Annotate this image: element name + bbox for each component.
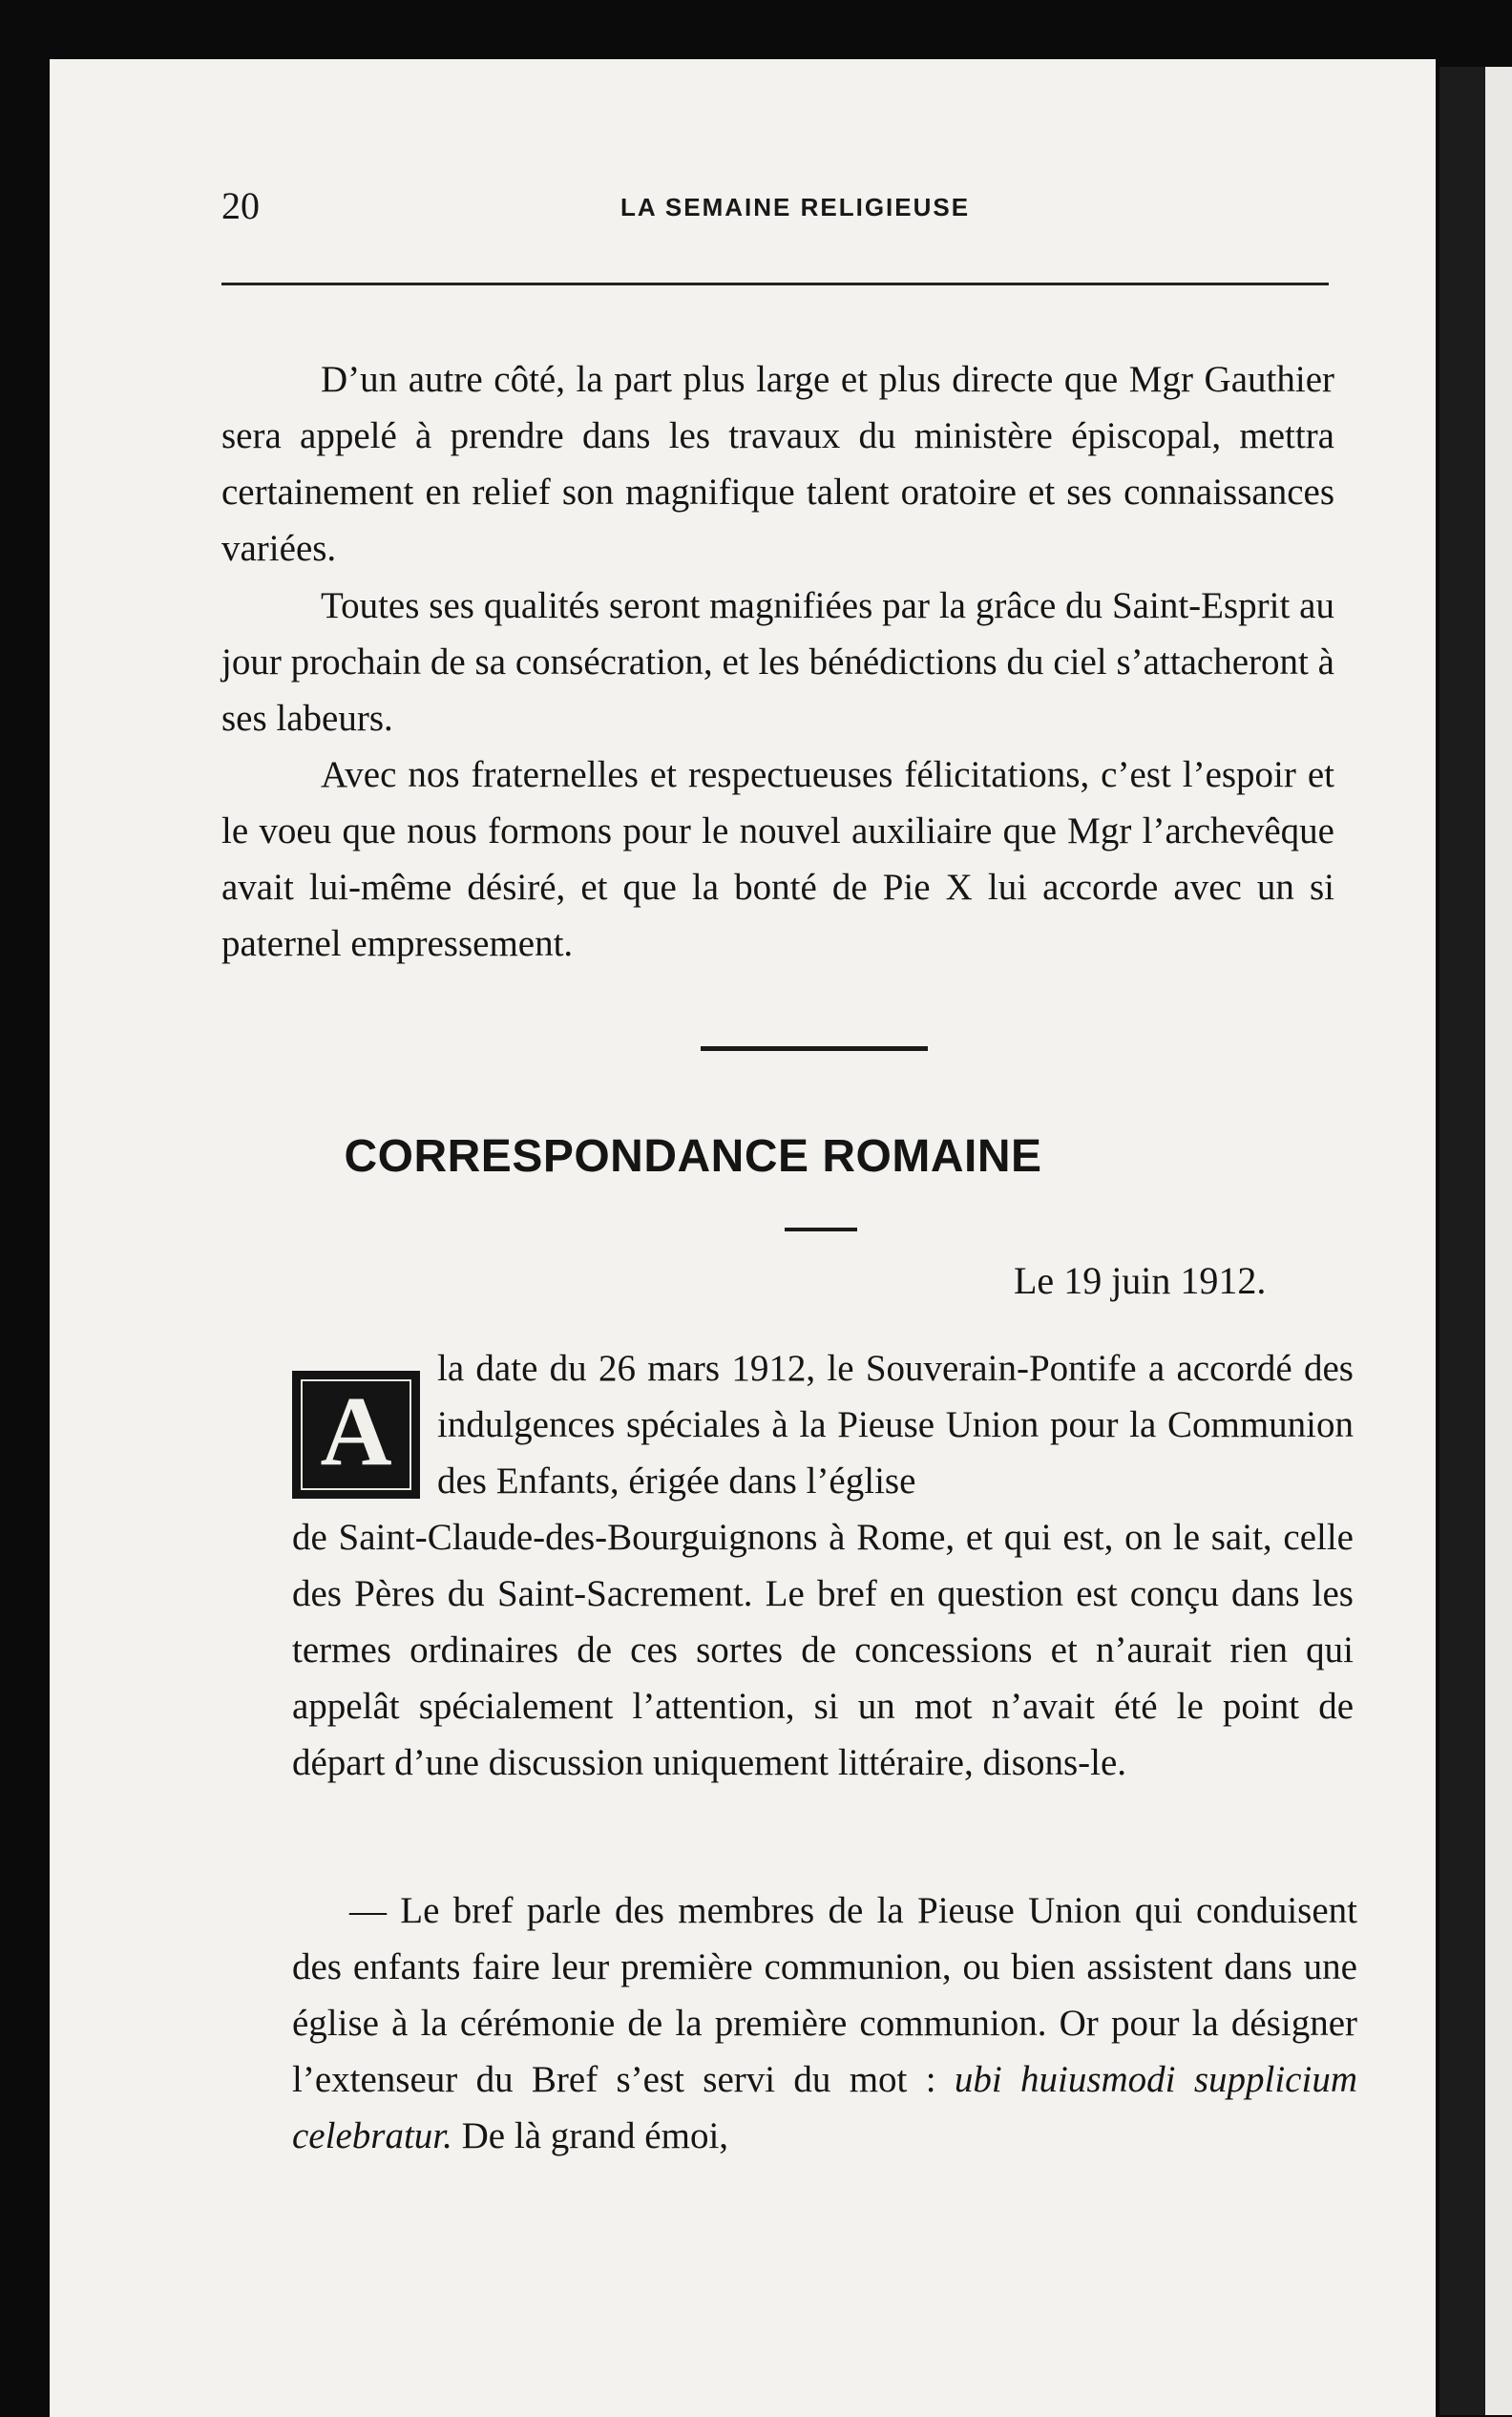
running-title: LA SEMAINE RELIGIEUSE	[620, 193, 971, 221]
section-separator	[701, 1046, 928, 1051]
adjacent-page-edge	[1485, 67, 1512, 2415]
dropcap-ornament	[292, 1371, 420, 1499]
latin-quote: ubi huiusmodi supplicium celebratur.	[292, 2059, 1357, 2156]
paragraph-3: Avec nos fraternelles et respectueuses félicitations, c’est l’espoir et le voeu que nous formons pour le nouvel auxiliaire que Mgr l’archevêque avait lui-même désiré, et que la bonté de Pie X lui accorde avec un si paternel empressement.	[221, 754, 1334, 964]
title-underline	[785, 1228, 857, 1231]
paragraph-2: Toutes ses qualités seront magnifiées par la grâce du Saint-Esprit au jour prochain de sa consécration, et les bénédictions du ciel s’attacheront à ses labeurs.	[221, 585, 1334, 739]
dropcap-letter: A	[320, 1377, 392, 1486]
binding-shadow	[1439, 67, 1485, 2415]
dateline: Le 19 juin 1912.	[1014, 1259, 1267, 1302]
dropcap-paragraph-start: la date du 26 mars 1912, le Souverain-Pontife a accordé des indulgences spéciales à la Pieuse Union pour la Communion des Enfants, érigée dans l’église	[437, 1348, 1354, 1502]
paragraph-1: D’un autre côté, la part plus large et plus directe que Mgr Gauthier sera appelé à prendre dans les travaux du ministère épiscopal, mettra certainement en relief son magnifique talent oratoire et ses connaissances variées.	[221, 359, 1334, 569]
page-number: 20	[221, 184, 260, 227]
dropcap-paragraph-rest: de Saint-Claude-des-Bourguignons à Rome, et qui est, on le sait, celle des Pères du Saint-Sacrement. Le bref en question est conçu dans les termes ordinaires de ces sortes de concessions et n’aurait rien qui appelât spécialement l’attention, si un mot n’avait été le point de départ d’une discussion uniquement littéraire, disons-le.	[292, 1517, 1354, 1783]
section-title: CORRESPONDANCE ROMAINE	[344, 1131, 1042, 1182]
header-rule	[221, 283, 1329, 285]
dash-paragraph	[292, 1882, 1357, 2164]
dash-paragraph-end: De là grand émoi,	[452, 2115, 729, 2156]
dash-paragraph-text: — Le bref parle des membres de la Pieuse Union qui conduisent des enfants faire leur première communion, ou bien assistent dans une église à la cérémonie de la première communion. Or pour la désigner l’extenseur du Bref s’est servi du mot :	[292, 1890, 1357, 2100]
